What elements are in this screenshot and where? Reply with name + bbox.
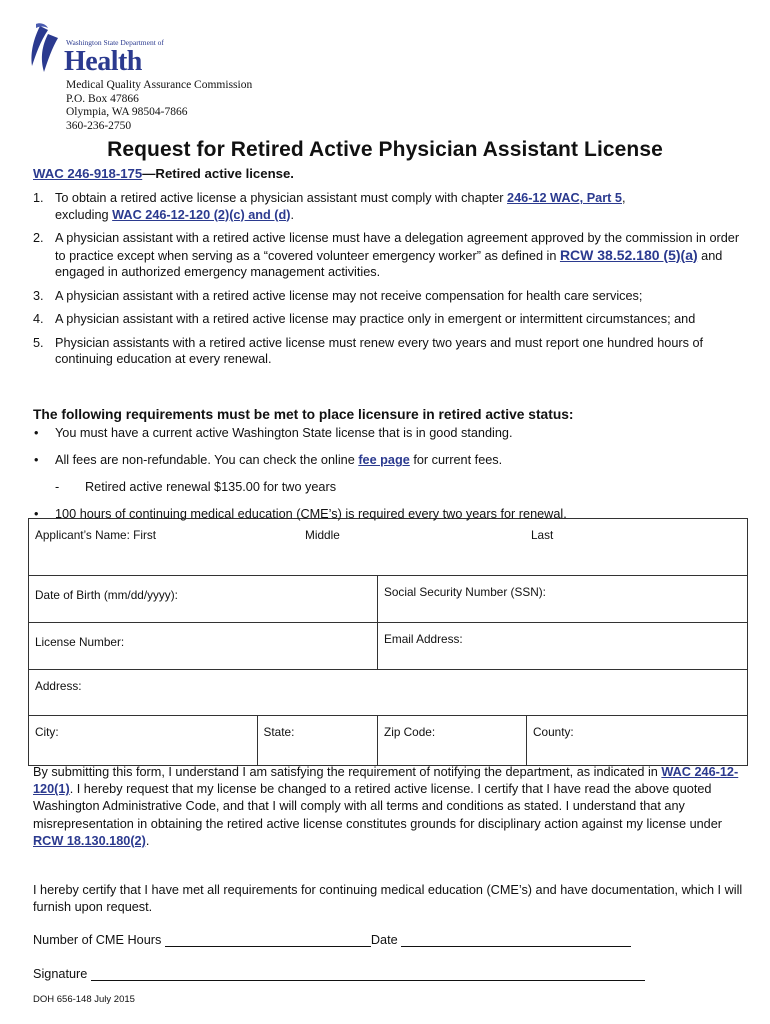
date-input[interactable] bbox=[401, 934, 631, 947]
ssn-field[interactable] bbox=[378, 576, 748, 623]
requirement-item bbox=[33, 452, 753, 468]
rules-list bbox=[33, 190, 753, 375]
declaration-text: . I hereby request that my license be changed to a retired active license. I certify that I have read the above quoted Washington Administrative Code, and that I will comply with all terms and conditions as stated. I understand that any misrepresentation in obtaining the retired active license constitutes grounds for disciplinary action against my license under bbox=[33, 782, 723, 831]
agency-tagline: Washington State Department of bbox=[66, 38, 164, 47]
name-middle-label: Middle bbox=[305, 528, 340, 542]
rule-item bbox=[33, 335, 753, 368]
signature-label: Signature bbox=[33, 967, 88, 981]
rule-text: A physician assistant with a retired active license may practice only in emergent or intermittent circumstances; and bbox=[55, 312, 696, 326]
declaration-paragraph bbox=[33, 764, 748, 850]
form-number: DOH 656-148 July 2015 bbox=[33, 994, 135, 1005]
bullet-icon: • bbox=[34, 426, 39, 440]
bullet-icon: • bbox=[34, 507, 39, 521]
city-label: City: bbox=[35, 725, 59, 739]
ssn-label: Social Security Number (SSN): bbox=[384, 585, 546, 599]
wac-246-918-175-link[interactable]: WAC 246-918-175 bbox=[33, 166, 143, 181]
declaration-text: By submitting this form, I understand I am satisfying the requirement of notifying the department, as indicated in bbox=[33, 765, 662, 779]
zip-label: Zip Code: bbox=[384, 725, 436, 739]
cme-certification: I hereby certify that I have met all requirements for continuing medical education (CME’s) and have documentation, which I will furnish upon request. bbox=[33, 883, 743, 915]
address-label: Address: bbox=[35, 679, 82, 693]
declaration-text: . bbox=[145, 833, 150, 848]
requirement-text: Retired active renewal $135.00 for two years bbox=[85, 480, 337, 494]
cme-hours-row bbox=[33, 933, 631, 947]
email-field[interactable] bbox=[378, 623, 748, 670]
rule-number: 1. bbox=[33, 191, 44, 205]
rule-number: 5. bbox=[33, 335, 44, 350]
state-label: State: bbox=[263, 725, 295, 739]
rule-text: Physician assistants with a retired active license must renew every two years and must report one hundred hours of continuing education at every renewal. bbox=[55, 335, 704, 366]
rule-text: A physician assistant with a retired active license may not receive compensation for health care services; bbox=[55, 288, 643, 303]
license-number-field[interactable] bbox=[29, 623, 378, 670]
rule-item bbox=[33, 311, 753, 328]
name-first-label: Applicant’s Name: First bbox=[35, 528, 157, 542]
page-title: Request for Retired Active Physician Assistant License bbox=[107, 138, 663, 161]
requirement-text: You must have a current active Washington State license that is in good standing. bbox=[55, 426, 513, 440]
wac-reference-text: —Retired active license. bbox=[142, 166, 294, 181]
license-number-label: License Number: bbox=[35, 635, 125, 649]
rcw-38-52-180-link[interactable]: RCW 38.52.180 (5)(a) bbox=[559, 246, 698, 263]
requirement-text: 100 hours of continuing medical education (CME’s) is required every two years for renewal. bbox=[55, 507, 567, 521]
applicant-form bbox=[28, 518, 748, 766]
rule-text: , bbox=[621, 191, 626, 205]
date-of-birth-field[interactable] bbox=[29, 576, 378, 623]
address-line: P.O. Box 47866 bbox=[66, 92, 139, 105]
cme-hours-label: Number of CME Hours bbox=[33, 933, 162, 947]
rule-text: excluding bbox=[55, 207, 113, 222]
address-line: 360-236-2750 bbox=[66, 119, 132, 132]
city-field[interactable] bbox=[29, 716, 258, 766]
date-label: Date bbox=[370, 933, 398, 947]
rule-text: and engaged in authorized emergency management activities. bbox=[55, 248, 723, 279]
requirement-text: All fees are non-refundable. You can check the online bbox=[55, 453, 359, 467]
wac-246-12-part5-link[interactable]: 246-12 WAC, Part 5 bbox=[507, 191, 622, 205]
wac-reference bbox=[33, 166, 294, 181]
rule-item bbox=[33, 190, 753, 223]
county-field[interactable] bbox=[527, 716, 748, 766]
dob-label: Date of Birth (mm/dd/yyyy): bbox=[35, 588, 178, 602]
rule-text: . bbox=[290, 207, 295, 222]
rule-item bbox=[33, 230, 753, 281]
signature-row bbox=[33, 967, 645, 981]
bullet-icon: • bbox=[34, 453, 39, 467]
rule-text: To obtain a retired active license a physician assistant must comply with chapter bbox=[55, 191, 508, 205]
cme-hours-input[interactable] bbox=[165, 934, 371, 947]
address-field[interactable] bbox=[29, 670, 748, 716]
commission-address bbox=[66, 79, 252, 133]
rule-item bbox=[33, 288, 753, 305]
email-label: Email Address: bbox=[384, 632, 463, 646]
zip-code-field[interactable] bbox=[378, 716, 527, 766]
wac-246-12-120-1-link[interactable]: WAC 246-12-120(1) bbox=[33, 765, 739, 797]
rule-text: A physician assistant with a retired active license must have a delegation agreement approved by the commission in order to practice except when serving as a “covered volunteer emergency worker” as defined in bbox=[55, 231, 740, 263]
agency-name: Health bbox=[64, 46, 142, 77]
wac-246-12-120-link[interactable]: WAC 246-12-120 (2)(c) and (d) bbox=[112, 207, 291, 222]
dash-icon: - bbox=[55, 480, 60, 494]
requirements-heading: The following requirements must be met to place licensure in retired active status: bbox=[33, 407, 574, 422]
applicant-name-field[interactable] bbox=[29, 519, 748, 576]
state-field[interactable] bbox=[257, 716, 377, 766]
address-line: Olympia, WA 98504-7866 bbox=[66, 106, 188, 118]
requirement-text: for current fees. bbox=[409, 453, 503, 467]
rule-number: 4. bbox=[33, 312, 44, 326]
rule-number: 2. bbox=[33, 231, 44, 245]
requirements-list bbox=[33, 425, 753, 533]
rule-number: 3. bbox=[33, 288, 44, 303]
county-label: County: bbox=[533, 725, 574, 739]
rcw-18-130-180-link[interactable]: RCW 18.130.180(2) bbox=[33, 833, 146, 848]
address-line: Medical Quality Assurance Commission bbox=[66, 79, 253, 91]
requirement-subitem bbox=[33, 479, 753, 495]
signature-input[interactable] bbox=[91, 968, 645, 981]
name-last-label: Last bbox=[531, 528, 554, 542]
requirement-item bbox=[33, 425, 753, 441]
fee-page-link[interactable]: fee page bbox=[358, 453, 410, 467]
